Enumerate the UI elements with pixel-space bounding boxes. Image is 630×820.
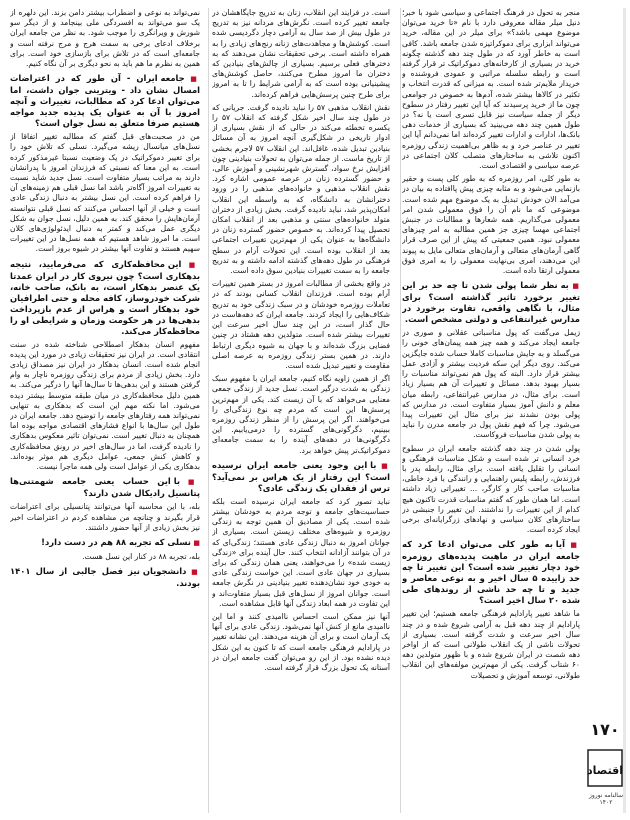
paragraph: زیمل می‌گفت که پول مناسباتی عقلانی و صوری در جامعه ایجاد می‌کند و همه چیز همه پیمان‌های خونی را می‌گسلد و به جایش مناسبات کاملا حساب شده جایگزین می‌کند. روی دیگر این سکه فردیت بیشتر و آزادی عمل بیشتر قرار دارد. البته که پول هم نمی‌تواند مناسبات را بسیار بهبود بدهد. مسائل و تغییرات آن هم بسیار زیاد است. برای مثال، در مدارس غیرانتفاعی، رابطه میان معلم و دانش آموز بسیار متفاوت است. در مدارس که پولی بودن نشدند نیز برای مثال این تغییرات پیدا می‌شود. چرا که فهم نقش پول در جامعه مدرن را نباید به پولی شدن مناسبات فروکاست. — [402, 328, 580, 440]
interview-question: ■ جامعه ایران - آن طور که در اعتراضات امسال نشان داد - ویترینی جوان داشت، اما می‌توان ادعا کرد که مطالبات، تغییرات و آنچه امروز با آن به عنوان یک پدیده جدید مواجه هستیم صرفا متعلق به نسل جوان است؟ — [10, 73, 200, 129]
interview-question: ■ دانشجویان نیز فصل جالبی از سال ۱۴۰۱ بودند. — [10, 566, 200, 589]
interview-question: ■ نسلی که تجربه ۸۸ هم در دست دارد! — [10, 537, 200, 549]
interview-question: ■ با این وجود یعنی جامعه ایران نرسیده است؟ این رفتار از یک هراس بر نمی‌آید؟ ترس از فقدان یک زندگی عادی؟ — [212, 460, 390, 494]
paragraph: است. در فرایند این انقلاب، زنان به تدریج جایگاهشان در جامعه تغییر کرده است. نگرش‌های مردانه نیز به تدریج در طول بیش از صد سال به آرامی دچار دگردیسی شده است. کوشش‌ها و مجاهدت‌های زنانه رنج‌های زیادی را به همراه داشته است. برخی تحقیقات نشان می‌دهند که به دخترهای فعلی برسیم. بسیاری از چالش‌های بنیادین که دختران ما امروز مطرح می‌کنند، حاصل کوشش‌های پیشینیانی بوده است که به آرامی شرایط را تا به امروز برای طرح چنین پرسش‌هایی فراهم کرده‌اند. — [212, 8, 390, 99]
issue-label: سالنامه نوروز ۱۴۰۲ — [588, 792, 624, 806]
rail-bar — [623, 8, 626, 813]
interview-question: ■ به نظر شما پولی شدن تا چه حد بر این تغییر برخورد تاثیر گذاشته است؟ برای مثال، با نگاهی واقعی، تفاوت برخورد در مدارس غیرانتفاعی و دولتی مشخص است. — [402, 280, 580, 325]
page-side-rail — [586, 0, 630, 820]
paragraph: بله، تجربه ۸۸ در کنار این نسل هست. — [82, 551, 200, 561]
article-column-left — [10, 8, 200, 816]
paragraph: آنها نیز ممکن است احساس ناامیدی کنند و اما این ناامیدی مانع از کنش آنها نمی‌شود. زندگی عادی برای آنها یک آرمان است و برای آن هزینه می‌دهند. این نشانه تغییر در پارادایم فرهنگی جامعه است که تا کنون به این شکل دیده نشده بود. از این رو می‌توان گفت جامعه ایران در آستانه یک تحول بزرگ قرار گرفته است. — [212, 611, 390, 672]
interview-question: ■ آیا به طور کلی می‌توان ادعا کرد که جامعه ایران در ماهیت پدیده‌های روزمره خود دچار تغییر شده است؟ این تغییر تا چه حد زاییده ۵ سال اخیر و به نوعی معاصر و جدید و تا چه حد ناشی از روندهای طی شده ۲۰ سال اخیر است؟ — [402, 539, 580, 606]
column-divider — [208, 8, 209, 813]
paragraph: من در صحبت‌های قبل گفتم که مطالبه تغییر اتفاقا از نسل‌های میانسال ریشه می‌گیرد. نسلی که تلاش خود را برای تغییر دموکراتیک در یک وضعیت نسبتا غیرمذکور کرده است. به این معنا که نسبتی که فرزندان امروز با پدرانشان دارند به مراتب بسیار متفاوت است. نسل جدید شاید نسبت به تغییرات امروز آگاه‌تر باشد اما نسل قبلی هم زمینه‌های آن را فراهم کرده است. این نسل بیشتر به دنبال زندگی عادی است و خیلی از آنها احساس می‌کنند که نسل قبلی نتوانسته آرمان‌هایش را محقق کند. به همین دلیل، نسل جوان به شکل دیگری عمل می‌کند و کمتر به دنبال ایدئولوژی‌های کلان است. ما امروز شاهد هستیم که همه نسل‌ها در این تغییرات سهیم هستند و تفاوت آنها بیشتر در شیوه بروز است. — [10, 132, 200, 254]
paragraph: منجر به تحول در فرهنگ اجتماعی و سیاسی شود با خبر؛ دنیل میلر مقاله معروفی دارد با نام «تا خرید می‌توان موضوع مهمی باشد؟» برای میلر در این مقاله، خرید می‌تواند ابزاری برای دموکراتیزه شدن جامعه باشد. کافی است به خاطر آورد که در طول چند دهه گذشته چگونه خرید در بسیاری از کارخانه‌های دموکراتیک تر قرار گرفته است و رابطه سلسله مراتبی و عمودی فروشنده و خریدار ملایم‌تر شده است. به میزانی که قدرت انتخاب و تکثیر در کالاها بیشتر شده، آدم‌ها به خصوص در جوامعی چون ما از خرید پرسیدند که آیا این تغییر رفتار در سطوح دیگر از جمله سیاست نیز قابل تسری است یا نه؟ در طول همین چند دهه می‌بینید که بسیاری از خدمات دهی بانک‌ها، ادارات و ادارات تغییر کرده‌اند اما نمی‌دانم آیا این تغییر در عناصر خرد و به ظاهر بی‌اهمیت زندگی روزمره اکنون تلاشی به ساختارهای متصلب کلان اجتماعی در عرصه سیاسی و اقتصادی است. — [402, 8, 580, 171]
paragraph: اگر از همین زاویه نگاه کنیم، جامعه ایران با مفهوم سبک زندگی به شدت درگیر است. نسل جدید از زندگی جمعی معنایی می‌خواهد که با آن زیست کند. یکی از مهم‌ترین پرسش‌ها این است که مردم چه نوع زندگی‌ای را می‌خواهند. اگر این پرسش را از منظر زندگی روزمره ببینیم، دگرگونی‌های گسترده را درمی‌یابیم. این دگرگونی‌ها در دهه‌های آینده را به سمت جامعه‌ای دموکراتیک‌تر پیش خواهد برد. — [212, 374, 390, 455]
paragraph: نمی‌تواند به نوعی و اضطراب بیشتر دامن بزند. این دلهره از یک سو می‌تواند به افسردگی ملی بینجامد و از دیگر سو شورش و ویرانگری را موجب شود. به نظر من جامعه ایران برخلاف ادعای برخی به سمت هرج و مرج نرفته است و جامعه‌ای است که در تلاش برای بازسازی خود است. برای همین به نظرم ما هم باید به نحو دیگری بر آن نگاه کنیم. — [10, 8, 200, 69]
paragraph: در واقع بخشی از مطالبات امروز در بستر همین تغییرات آرام بوده است. فرزندان انقلاب کسانی بودند که در تعاملات روزمره خودشان و در سبک زندگی خود به تدریج شکاف‌هایی را ایجاد کردند. جامعه ایران که دهه‌هاست در حال گذار است، در این چند سال اخیر سرعت این تغییرات بیشتر شده است. متولدین دهه هشتاد در چنین فضایی بزرگ شده‌اند و با جهان به شیوه دیگری ارتباط دارند. در همین بستر زندگی روزمره به عرصه اصلی مقاومت و تغییر تبدیل شده است. — [212, 279, 390, 370]
paragraph: مفهوم انسان بدهکار اصطلاحی شناخته شده در سنت انتقادی است. در ایران نیز تحقیقات زیادی در مورد این پدیده انجام شده است. انسان بدهکار در ایران نیز مصداق زیادی دارد. بخش زیادی از مردم برای زندگی روزمره ناچار به وام گرفتن هستند و این بدهی‌ها تا سال‌ها آنها را درگیر می‌کند. به همین دلیل محافظه‌کاری در میان طبقه متوسط بیشتر دیده می‌شود. اما نکته مهم این است که بدهکاری به تنهایی نمی‌تواند همه رفتارهای جامعه را توضیح دهد. جامعه ایران در طول این سال‌ها با انواع فشارهای اقتصادی مواجه بوده اما همچنان به دنبال تغییر است. نمی‌توان تاثیر معکوس بدهکاری را نادیده گرفت، اما در سال‌های اخیر در رونق محافظه‌کاری و کاهش کنش جمعی، عوامل دیگری هم موثر بوده‌اند. بدهکاری یکی از عوامل است ولی همه ماجرا نیست. — [10, 339, 200, 472]
paragraph: نباید تصور کرد که جامعه ایران نرسیده است بلکه حساسیت‌های جامعه و توجه مردم به خودشان بیشتر شده است. یکی از مصادیق آن همین توجه به زندگی روزمره و شیوه‌های مختلف زیستن است. بسیاری از جوانان امروز به دنبال زندگی عادی هستند؛ زندگی‌ای که در آن بتوانند آزادانه انتخاب کنند. حال آینده برای «زندگی زیست شده» را می‌خواهند، یعنی همان زندگی که برای بسیاری در جهان عادی است. این خواست زندگی عادی به خودی خود نشان‌دهنده تغییر بنیادینی در نگرش جامعه است. جوانان امروز از نسل‌های قبل بسیار متفاوت‌اند و این تفاوت در همه ابعاد زندگی آنها قابل مشاهده است. — [212, 496, 390, 608]
magazine-logo — [586, 748, 624, 788]
paragraph: پولی شدن در چند دهه گذشته جامعه ایران در سطوح خرد انسانی تر شده است و شکل مناسبات فرهنگی و انسانی را تقلیل یافته است. برای مثال، رابطه پدر با فرزندش، رابطه پلیس راهنمایی و رانندگی با فرد خاطی، مناسبات صاحب کار و کارگر، ... تغییراتی زیاد داشته است. اما همان طور که گفتم مناسبات قدرت تاکنون هیچ کدام از این تغییرات را نداشتند. این تغییر را جنبشی در ساختارهای کلان سیاسی و نهادهای زرگرایانه‌ای برخی ایجاد کرده است. — [402, 443, 580, 535]
paragraph: به طور کلی، امر روزمره که به طور کلی پست و حقیر بازنمایی می‌شود و به مثابه چیزی پیش پاافتاده به بیان در می‌آمد الان خودش تبدیل به یک موضوع مهم شده است. موضوعی که ما نام آن را فوق معمولی شدن امر معمولی می‌گذاریم. همه شعارها و مطالبات در جنبش اجتماعی مهسا چیزی جز همین مطالبه به امر چیزهای معمولی نبود. همین جمعیتی که پیش از این صرف قرار گاهی آرمان‌های متعالی و آرمان‌های متعالی مایل به پیوند این می‌دهند، امری بی‌نهایت معمولی را به امری فوق معمولی ارتقا داده است. — [402, 174, 580, 276]
interview-question: ■ این محافظه‌کاری که می‌فرمایید، نتیجه بدهکاری است؟ چون نیروی کار در ایران عمدتا یک عنصر بدهکار است، به بانک، صاحب خانه، شرکت خودروساز، کافه محله و حتی اطرافیان خود بدهکار است و هراس از عدم بازپرداخت بدهی‌ها در هر حکومت وزمان و شرایطی او را محافظه‌کار می‌کند. — [10, 259, 200, 337]
magazine-logo-text: اقتصاد — [586, 764, 624, 777]
article-column-right — [402, 8, 580, 816]
paragraph: ما شاهد تغییر پارادایم فرهنگی جامعه هستیم؛ این تغییر پارادایم از چند دهه قبل به آرامی شروع شده و در چند سال اخیر سرعت و شدت گرفته است. بسیاری از تحولات ناشی از یک انقلاب طولانی است که از اواخر دهه شصت در ایران شروع شده و با ظهور متولدین دهه ۶۰ شتاب گرفت. یکی از مهم‌ترین مولفه‌های این انقلاب طولانی، توسعه آموزش و تحصیلات — [402, 609, 580, 680]
column-divider — [400, 8, 401, 813]
page-number: ۱۷۰ — [590, 720, 620, 739]
paragraph: نقش انقلاب مذهبی ۵۷ را نباید نادیده گرفت. جریانی که در طول چند سال اخیر شکل گرفته که انقلاب ۵۷ را یکسره تخطئه می‌کند در حالی که از نقش بسیاری از ادوار تاریخی در شکل‌گیری آنچه امروز به آن مسائل بنیادین تبدیل شده، غافل‌اند. این انقلاب ۵۷ لاجرم بخشی از تاریخ ماست. از جمله می‌توان به تحولات بنیادینی چون افزایش نرخ سواد، گسترش شهرنشینی و آموزش عالی، و حضور گسترده زنان در عرصه عمومی اشاره کرد. نقش انقلاب مذهبی و خانواده‌های مذهبی را در ورود دخترانشان به دانشگاه، که به واسطه این انقلاب امکان‌پذیر شد، نباید نادیده گرفت. بخش زیادی از دختران متولد خانواده‌های سنتی و مذهبی بعد از انقلاب امکان تحصیل پیدا کرده‌اند. به خصوص حضور گسترده زنان در دانشگاه‌ها به عنوان یکی از مهم‌ترین تغییرات اجتماعی بعد از انقلاب بوده است. این تحولات آرام در سطح فرهنگی در طول دهه‌های گذشته ادامه داشته و به تدریج جامعه را به سمت تغییرات بنیادین سوق داده است. — [212, 102, 390, 276]
interview-question: ■ با این حساب یعنی جامعه شهمتنی‌ها پتانسیل رادیکال شدن دارند؟ — [10, 476, 200, 499]
paragraph: بله، با این محاسبه آنها می‌توانند پتانسیلی برای اعتراضات قرار بگیرند و چنانچه من مشاهده کردم در اعتراضات اخیر نیز بخش زیادی از آنها حضور داشتند. — [10, 502, 200, 532]
article-column-middle — [212, 8, 390, 816]
